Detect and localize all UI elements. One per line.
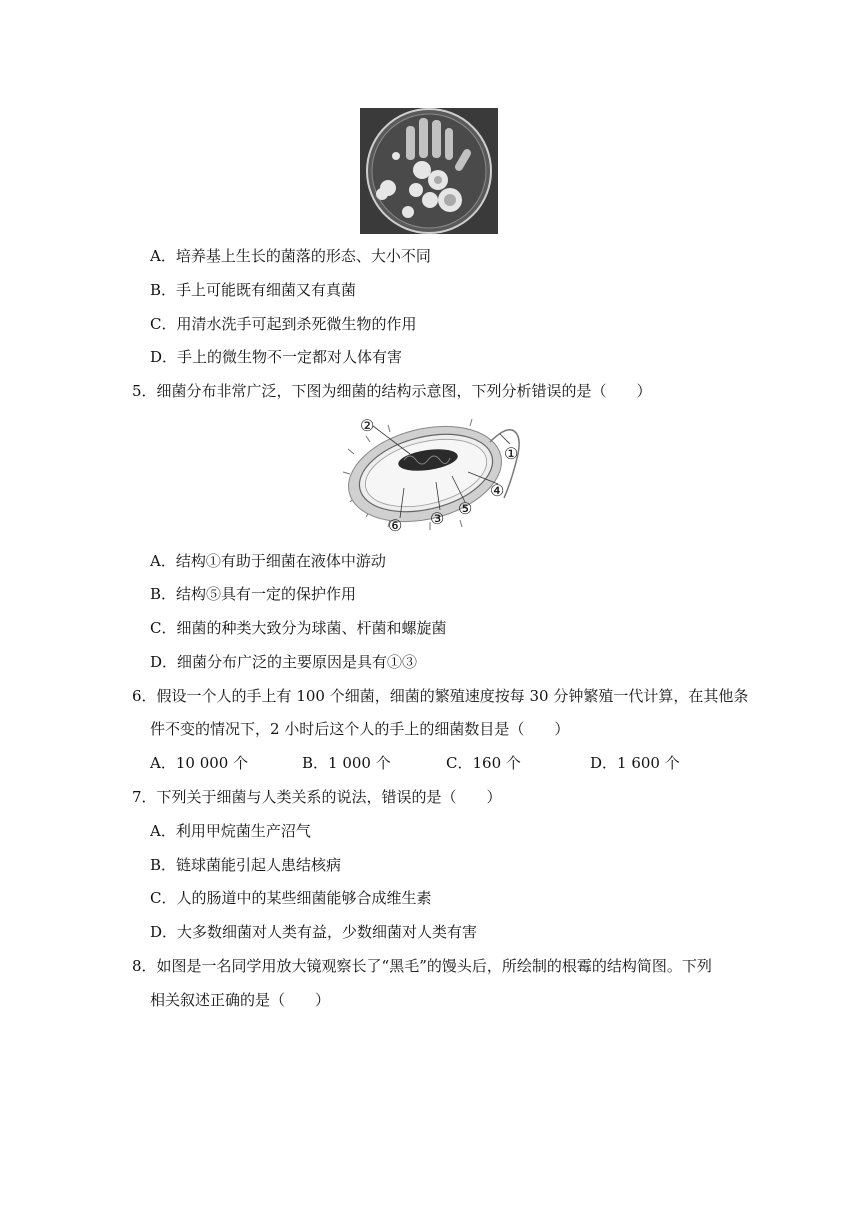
q6-option-c: C．160 个	[446, 754, 521, 772]
label-3: ③	[430, 509, 445, 528]
q4-option-a: A．培养基上生长的菌落的形态、大小不同	[150, 247, 431, 265]
label-6: ⑥	[388, 516, 403, 535]
q5-option-a: A．结构①有助于细菌在液体中游动	[150, 552, 386, 570]
label-1: ①	[504, 444, 519, 463]
q7-option-a: A．利用甲烷菌生产沼气	[150, 822, 311, 840]
q6-option-a: A．10 000 个	[150, 754, 249, 772]
label-4: ④	[490, 481, 505, 500]
q7-stem: 7．下列关于细菌与人类关系的说法，错误的是（ ）	[132, 788, 502, 806]
q4-option-c: C．用清水洗手可起到杀死微生物的作用	[150, 315, 417, 333]
q8-stem-line2: 相关叙述正确的是（ ）	[150, 991, 331, 1009]
q6-stem-line1: 6．假设一个人的手上有 100 个细菌，细菌的繁殖速度按每 30 分钟繁殖一代计算，在其他条	[132, 687, 749, 705]
q5-stem: 5．细菌分布非常广泛，下图为细菌的结构示意图，下列分析错误的是（ ）	[132, 382, 652, 400]
q6-option-b: B．1 000 个	[302, 754, 391, 772]
q8-stem-line1: 8．如图是一名同学用放大镜观察长了“黑毛”的馒头后，所绘制的根霉的结构简图。下列	[132, 957, 712, 975]
q4-option-d: D．手上的微生物不一定都对人体有害	[150, 348, 403, 366]
q6-stem-line2: 件不变的情况下，2 小时后这个人的手上的细菌数目是（ ）	[150, 720, 570, 738]
bacteria-structure-diagram	[340, 414, 550, 538]
handprint-culture-image	[360, 108, 498, 234]
q5-option-c: C．细菌的种类大致分为球菌、杆菌和螺旋菌	[150, 619, 447, 637]
q7-option-d: D．大多数细菌对人类有益，少数细菌对人类有害	[150, 923, 478, 941]
q7-option-b: B．链球菌能引起人患结核病	[150, 856, 342, 874]
label-2: ②	[360, 416, 375, 435]
label-5: ⑤	[458, 499, 473, 518]
petri-dish-photo	[360, 108, 498, 234]
q7-option-c: C．人的肠道中的某些细菌能够合成维生素	[150, 889, 432, 907]
q4-option-b: B．手上可能既有细菌又有真菌	[150, 281, 357, 299]
q5-option-d: D．细菌分布广泛的主要原因是具有①③	[150, 653, 418, 671]
q6-option-d: D．1 600 个	[590, 754, 680, 772]
q5-option-b: B．结构⑤具有一定的保护作用	[150, 585, 357, 603]
